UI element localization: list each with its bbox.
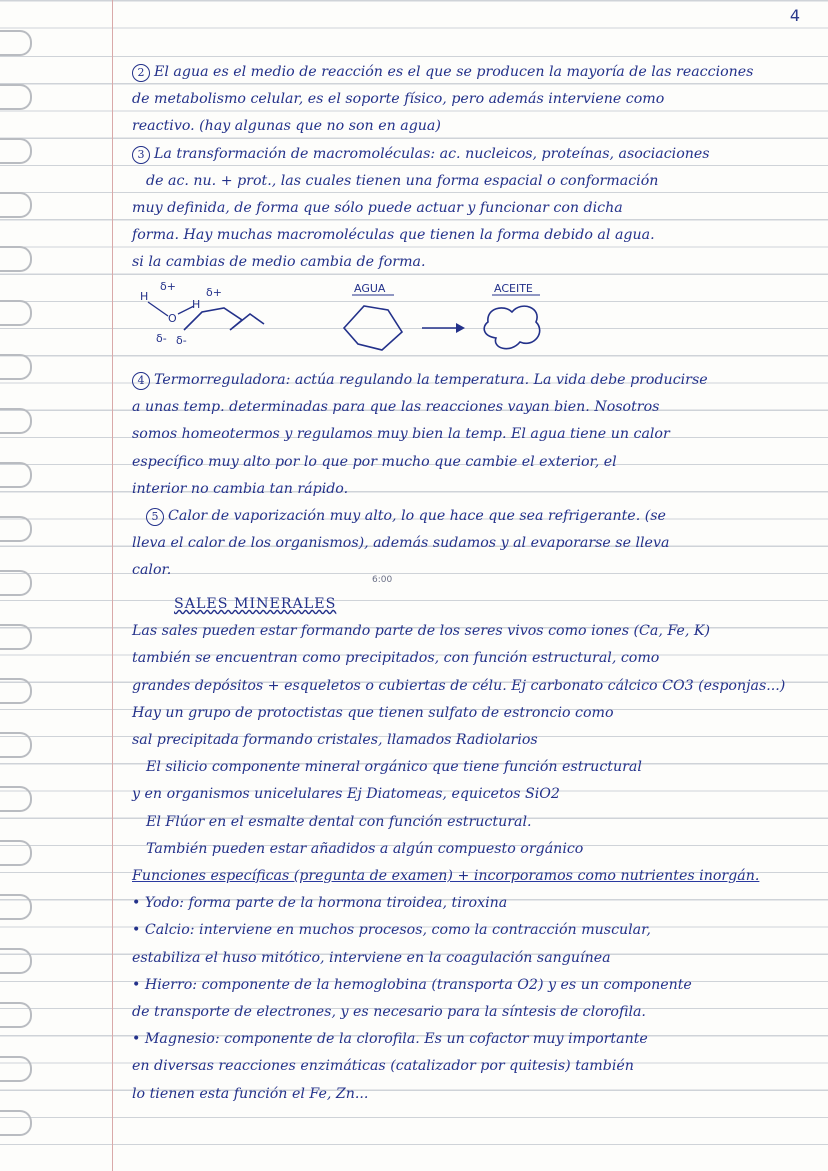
page-number: 4: [789, 6, 800, 25]
note-line: El silicio componente mineral orgánico que tiene función estructural: [146, 759, 642, 776]
note-line: también se encuentran como precipitados, con función estructural, como: [132, 650, 660, 667]
water-atom-h1: H: [140, 290, 149, 303]
binder-ring: [0, 786, 32, 812]
note-line: También pueden estar añadidos a algún compuesto orgánico: [146, 840, 584, 857]
note-line: forma. Hay muchas macromoléculas que tienen la forma debido al agua.: [132, 227, 655, 244]
note-line: Funciones específicas (pregunta de examen) + incorporamos como nutrientes inorgán.: [132, 868, 760, 885]
binder-ring: [0, 894, 32, 920]
binder-ring: [0, 462, 32, 488]
item-number-badge: 2: [132, 64, 150, 82]
label-aceite: ACEITE: [494, 282, 533, 295]
note-line: • Hierro: componente de la hemoglobina (transporta O2) y es un componente: [132, 976, 692, 993]
note-line: grandes depósitos + esqueletos o cubiertas de célu. Ej carbonato cálcico CO3 (esponjas...): [132, 677, 786, 694]
note-line: El Flúor en el esmalte dental con función estructural.: [146, 813, 532, 830]
charge-delta-minus-2: δ-: [176, 334, 187, 347]
binder-ring: [0, 246, 32, 272]
binder-ring: [0, 1056, 32, 1082]
shape-in-oil: [484, 306, 539, 349]
binder-ring: [0, 30, 32, 56]
note-line: lo tienen esta función el Fe, Zn...: [132, 1085, 369, 1102]
note-line: y en organismos unicelulares Ej Diatomeas, equicetos SiO2: [132, 786, 560, 803]
binder-ring: [0, 84, 32, 110]
note-line: muy definida, de forma que sólo puede actuar y funcionar con dicha: [132, 200, 623, 217]
water-atom-o: O: [168, 312, 177, 325]
binder-ring: [0, 192, 32, 218]
section-title: SALES MINERALES: [174, 596, 337, 612]
timestamp: 6:00: [372, 575, 393, 585]
note-line: calor.: [132, 562, 172, 579]
binder-ring: [0, 570, 32, 596]
binder-ring: [0, 624, 32, 650]
binder-ring: [0, 408, 32, 434]
note-line: • Calcio: interviene en muchos procesos, como la contracción muscular,: [132, 922, 651, 939]
note-line: Las sales pueden estar formando parte de los seres vivos como iones (Ca, Fe, K): [132, 623, 710, 640]
macromolecule-zigzag: [184, 308, 264, 330]
margin-line: [112, 0, 113, 1171]
note-line: de transporte de electrones, y es necesario para la síntesis de clorofila.: [132, 1004, 646, 1021]
note-line: 5 Calor de vaporización muy alto, lo que hace que sea refrigerante. (se: [132, 503, 792, 530]
water-atom-h2: H: [192, 298, 201, 311]
note-line: 2 El agua es el medio de reacción es el que se producen la mayoría de las reacciones: [132, 59, 792, 86]
handwritten-notes: [132, 59, 792, 277]
note-line: • Yodo: forma parte de la hormona tiroidea, tiroxina: [132, 895, 508, 912]
note-line: interior no cambia tan rápido.: [132, 480, 349, 497]
note-line: si la cambias de medio cambia de forma.: [132, 254, 426, 271]
charge-delta-plus-1: δ+: [160, 280, 176, 293]
note-line: en diversas reacciones enzimáticas (catalizador por quitesis) también: [132, 1058, 634, 1075]
handwritten-notes-3: [132, 591, 792, 1108]
shape-in-water: [344, 306, 402, 350]
binder-ring: [0, 678, 32, 704]
binder-ring: [0, 1110, 32, 1136]
item-number-badge: 3: [132, 146, 150, 164]
note-line: de ac. nu. + prot., las cuales tienen una forma espacial o conformación: [146, 172, 659, 189]
binder-ring: [0, 516, 32, 542]
note-line: lleva el calor de los organismos), además sudamos y al evaporarse se lleva: [132, 535, 670, 552]
note-line: • Magnesio: componente de la clorofila. Es un cofactor muy importante: [132, 1031, 648, 1048]
note-line: 4 Termorreguladora: actúa regulando la temperatura. La vida debe producirse: [132, 367, 792, 394]
item-number-badge: 5: [146, 508, 164, 526]
note-line: de metabolismo celular, es el soporte físico, pero además interviene como: [132, 91, 665, 108]
binder-ring: [0, 732, 32, 758]
note-line: a unas temp. determinadas para que las reacciones vayan bien. Nosotros: [132, 399, 660, 416]
item-number-badge: 4: [132, 372, 150, 390]
binder-ring: [0, 354, 32, 380]
note-line: estabiliza el huso mitótico, interviene en la coagulación sanguínea: [132, 949, 611, 966]
handwritten-notes-2: [132, 367, 792, 585]
binder-ring: [0, 840, 32, 866]
note-line: específico muy alto por lo que por mucho que cambie el exterior, el: [132, 453, 617, 470]
note-line: Hay un grupo de protoctistas que tienen sulfato de estroncio como: [132, 704, 614, 721]
charge-delta-plus-2: δ+: [206, 286, 222, 299]
label-agua: AGUA: [354, 282, 386, 295]
binder-ring: [0, 300, 32, 326]
note-line: reactivo. (hay algunas que no son en agua): [132, 118, 441, 135]
binder-ring: [0, 1002, 32, 1028]
charge-delta-minus-1: δ-: [156, 332, 167, 345]
note-line: 3 La transformación de macromoléculas: ac. nucleicos, proteínas, asociaciones: [132, 141, 792, 168]
note-line: sal precipitada formando cristales, llamados Radiolarios: [132, 732, 538, 749]
note-line: somos homeotermos y regulamos muy bien la temp. El agua tiene un calor: [132, 426, 670, 443]
binder-ring: [0, 948, 32, 974]
water-oil-diagram: [132, 278, 732, 360]
binder-ring: [0, 138, 32, 164]
